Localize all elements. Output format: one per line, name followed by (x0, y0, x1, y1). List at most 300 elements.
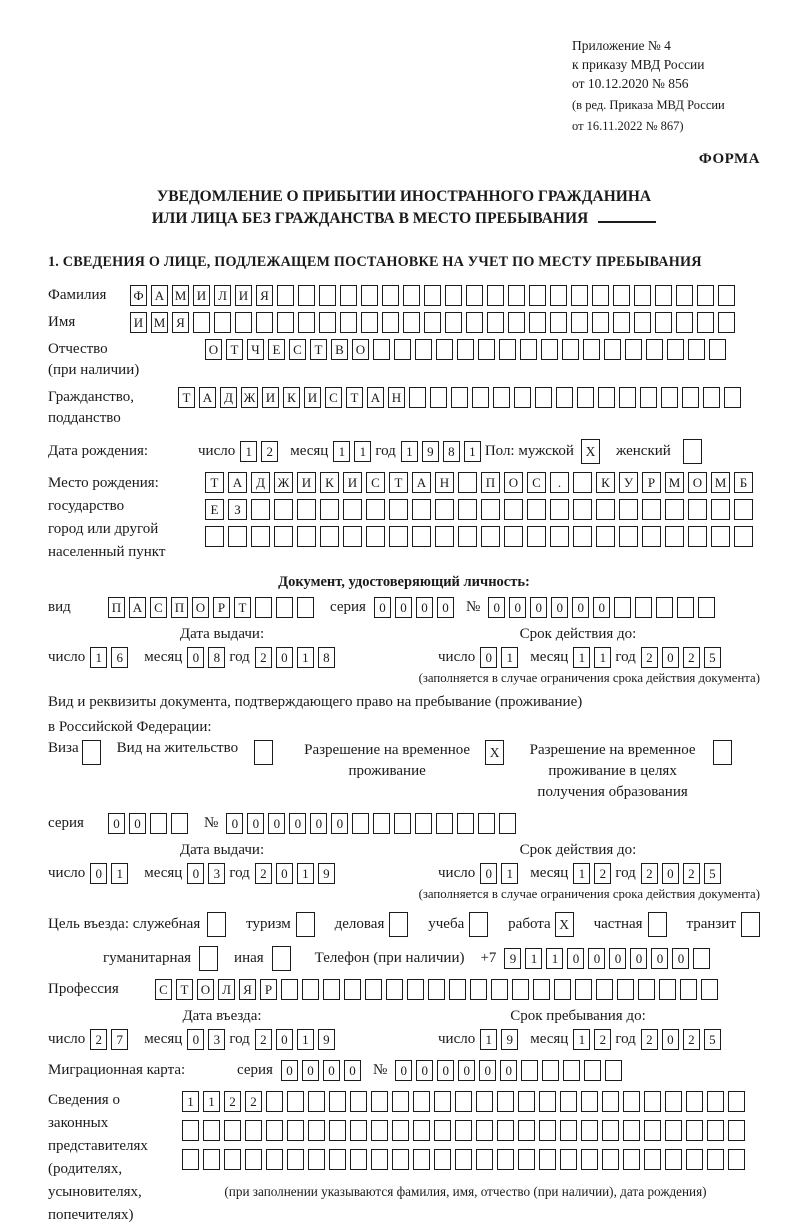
char-cell[interactable] (623, 1091, 640, 1112)
char-cell[interactable]: М (172, 285, 189, 306)
char-cell[interactable] (255, 597, 272, 618)
char-cell[interactable]: 2 (255, 647, 272, 668)
char-cell[interactable] (329, 1149, 346, 1170)
char-cell[interactable] (352, 813, 369, 834)
char-cell[interactable] (274, 499, 293, 520)
char-cell[interactable]: 8 (443, 441, 460, 462)
char-cell[interactable] (466, 285, 483, 306)
char-cell[interactable]: 0 (108, 813, 125, 834)
char-cell[interactable] (728, 1120, 745, 1141)
char-cell[interactable] (434, 1149, 451, 1170)
char-cell[interactable] (386, 979, 403, 1000)
char-cell[interactable]: 0 (480, 647, 497, 668)
char-cell[interactable] (550, 312, 567, 333)
char-cell[interactable] (308, 1120, 325, 1141)
char-cell[interactable] (436, 813, 453, 834)
char-cell[interactable] (424, 285, 441, 306)
char-cell[interactable] (665, 1120, 682, 1141)
purpose-work-checkbox[interactable]: X (555, 912, 574, 937)
char-cell[interactable] (329, 1120, 346, 1141)
char-cell[interactable] (203, 1149, 220, 1170)
char-cell[interactable] (476, 1120, 493, 1141)
char-cell[interactable] (415, 813, 432, 834)
char-cell[interactable] (251, 526, 270, 547)
char-cell[interactable] (541, 339, 558, 360)
char-cell[interactable]: 9 (501, 1029, 518, 1050)
char-cell[interactable] (343, 526, 362, 547)
char-cell[interactable] (266, 1149, 283, 1170)
char-cell[interactable]: 0 (247, 813, 264, 834)
char-cell[interactable] (382, 312, 399, 333)
char-cell[interactable]: Е (205, 499, 224, 520)
char-cell[interactable] (277, 285, 294, 306)
char-cell[interactable] (573, 526, 592, 547)
temp-permit-checkbox[interactable]: X (485, 740, 504, 765)
char-cell[interactable]: 2 (224, 1091, 241, 1112)
char-cell[interactable] (445, 285, 462, 306)
char-cell[interactable] (320, 499, 339, 520)
char-cell[interactable] (533, 979, 550, 1000)
char-cell[interactable] (266, 1091, 283, 1112)
char-cell[interactable]: А (199, 387, 216, 408)
char-cell[interactable] (529, 312, 546, 333)
char-cell[interactable] (518, 1149, 535, 1170)
char-cell[interactable]: С (150, 597, 167, 618)
char-cell[interactable] (430, 387, 447, 408)
char-cell[interactable]: 1 (111, 863, 128, 884)
char-cell[interactable] (686, 1149, 703, 1170)
char-cell[interactable] (277, 312, 294, 333)
char-cell[interactable]: 2 (641, 647, 658, 668)
char-cell[interactable]: 0 (572, 597, 589, 618)
char-cell[interactable] (623, 1120, 640, 1141)
char-cell[interactable] (182, 1120, 199, 1141)
char-cell[interactable] (428, 979, 445, 1000)
char-cell[interactable] (711, 499, 730, 520)
char-cell[interactable] (298, 285, 315, 306)
char-cell[interactable] (529, 285, 546, 306)
char-cell[interactable] (350, 1091, 367, 1112)
char-cell[interactable]: 0 (187, 647, 204, 668)
char-cell[interactable]: 0 (437, 597, 454, 618)
char-cell[interactable] (235, 312, 252, 333)
char-cell[interactable]: Т (310, 339, 327, 360)
char-cell[interactable]: 1 (464, 441, 481, 462)
char-cell[interactable]: 0 (268, 813, 285, 834)
char-cell[interactable] (344, 979, 361, 1000)
char-cell[interactable] (298, 312, 315, 333)
char-cell[interactable]: 0 (530, 597, 547, 618)
char-cell[interactable] (560, 1120, 577, 1141)
char-cell[interactable]: Т (389, 472, 408, 493)
char-cell[interactable] (457, 813, 474, 834)
char-cell[interactable] (371, 1091, 388, 1112)
char-cell[interactable] (412, 526, 431, 547)
char-cell[interactable] (392, 1120, 409, 1141)
char-cell[interactable] (642, 526, 661, 547)
char-cell[interactable]: 2 (641, 863, 658, 884)
char-cell[interactable] (413, 1091, 430, 1112)
purpose-official-checkbox[interactable] (207, 912, 226, 937)
char-cell[interactable]: М (711, 472, 730, 493)
char-cell[interactable]: 1 (182, 1091, 199, 1112)
char-cell[interactable] (455, 1091, 472, 1112)
char-cell[interactable] (458, 472, 477, 493)
char-cell[interactable]: 0 (488, 597, 505, 618)
char-cell[interactable]: Т (226, 339, 243, 360)
char-cell[interactable]: П (171, 597, 188, 618)
char-cell[interactable] (455, 1120, 472, 1141)
char-cell[interactable]: 2 (261, 441, 278, 462)
char-cell[interactable] (602, 1091, 619, 1112)
char-cell[interactable] (297, 499, 316, 520)
char-cell[interactable] (581, 1091, 598, 1112)
char-cell[interactable]: Ч (247, 339, 264, 360)
char-cell[interactable]: К (596, 472, 615, 493)
char-cell[interactable] (319, 312, 336, 333)
char-cell[interactable] (455, 1149, 472, 1170)
char-cell[interactable]: 1 (501, 863, 518, 884)
char-cell[interactable]: С (325, 387, 342, 408)
char-cell[interactable]: 0 (129, 813, 146, 834)
char-cell[interactable] (245, 1120, 262, 1141)
char-cell[interactable]: Б (734, 472, 753, 493)
char-cell[interactable] (499, 339, 516, 360)
char-cell[interactable] (659, 979, 676, 1000)
char-cell[interactable] (527, 526, 546, 547)
char-cell[interactable]: 0 (480, 863, 497, 884)
char-cell[interactable]: 0 (331, 813, 348, 834)
char-cell[interactable] (644, 1149, 661, 1170)
char-cell[interactable]: Д (251, 472, 270, 493)
char-cell[interactable]: И (130, 312, 147, 333)
char-cell[interactable]: С (527, 472, 546, 493)
char-cell[interactable] (655, 312, 672, 333)
char-cell[interactable] (638, 979, 655, 1000)
char-cell[interactable] (320, 526, 339, 547)
char-cell[interactable]: 0 (593, 597, 610, 618)
char-cell[interactable]: Ж (241, 387, 258, 408)
char-cell[interactable] (535, 387, 552, 408)
char-cell[interactable] (518, 1091, 535, 1112)
char-cell[interactable]: Е (268, 339, 285, 360)
char-cell[interactable]: 6 (111, 647, 128, 668)
char-cell[interactable]: 0 (458, 1060, 475, 1081)
char-cell[interactable] (256, 312, 273, 333)
char-cell[interactable]: 0 (276, 647, 293, 668)
char-cell[interactable]: Д (220, 387, 237, 408)
char-cell[interactable] (665, 499, 684, 520)
char-cell[interactable] (394, 813, 411, 834)
char-cell[interactable] (581, 1149, 598, 1170)
char-cell[interactable] (571, 285, 588, 306)
char-cell[interactable] (697, 312, 714, 333)
char-cell[interactable] (504, 526, 523, 547)
char-cell[interactable] (583, 339, 600, 360)
char-cell[interactable]: И (343, 472, 362, 493)
purpose-private-checkbox[interactable] (648, 912, 667, 937)
char-cell[interactable]: 0 (310, 813, 327, 834)
char-cell[interactable] (319, 285, 336, 306)
char-cell[interactable] (625, 339, 642, 360)
char-cell[interactable]: 1 (297, 863, 314, 884)
char-cell[interactable]: 0 (662, 1029, 679, 1050)
char-cell[interactable] (634, 285, 651, 306)
purpose-transit-checkbox[interactable] (741, 912, 760, 937)
char-cell[interactable] (718, 312, 735, 333)
char-cell[interactable] (478, 813, 495, 834)
char-cell[interactable]: 1 (297, 647, 314, 668)
char-cell[interactable] (297, 526, 316, 547)
char-cell[interactable]: 7 (111, 1029, 128, 1050)
char-cell[interactable] (680, 979, 697, 1000)
char-cell[interactable] (491, 979, 508, 1000)
char-cell[interactable] (697, 285, 714, 306)
char-cell[interactable] (644, 1120, 661, 1141)
char-cell[interactable]: Ж (274, 472, 293, 493)
char-cell[interactable] (224, 1149, 241, 1170)
char-cell[interactable]: З (228, 499, 247, 520)
char-cell[interactable] (619, 526, 638, 547)
char-cell[interactable] (560, 1091, 577, 1112)
char-cell[interactable] (497, 1120, 514, 1141)
char-cell[interactable] (571, 312, 588, 333)
char-cell[interactable] (487, 312, 504, 333)
char-cell[interactable] (373, 339, 390, 360)
char-cell[interactable] (413, 1149, 430, 1170)
char-cell[interactable] (343, 499, 362, 520)
char-cell[interactable] (592, 312, 609, 333)
char-cell[interactable] (407, 979, 424, 1000)
char-cell[interactable] (302, 979, 319, 1000)
char-cell[interactable]: И (235, 285, 252, 306)
char-cell[interactable]: Н (435, 472, 454, 493)
char-cell[interactable]: 5 (704, 1029, 721, 1050)
char-cell[interactable]: Р (642, 472, 661, 493)
char-cell[interactable]: 0 (302, 1060, 319, 1081)
char-cell[interactable] (281, 979, 298, 1000)
char-cell[interactable] (297, 597, 314, 618)
char-cell[interactable]: 2 (255, 863, 272, 884)
char-cell[interactable] (350, 1149, 367, 1170)
char-cell[interactable] (554, 979, 571, 1000)
char-cell[interactable]: 0 (500, 1060, 517, 1081)
char-cell[interactable] (701, 979, 718, 1000)
char-cell[interactable] (617, 979, 634, 1000)
char-cell[interactable]: 1 (573, 1029, 590, 1050)
char-cell[interactable]: 1 (594, 647, 611, 668)
char-cell[interactable]: 0 (437, 1060, 454, 1081)
char-cell[interactable]: М (665, 472, 684, 493)
char-cell[interactable] (614, 597, 631, 618)
char-cell[interactable] (642, 499, 661, 520)
char-cell[interactable] (371, 1120, 388, 1141)
char-cell[interactable] (562, 339, 579, 360)
char-cell[interactable]: В (331, 339, 348, 360)
char-cell[interactable] (514, 387, 531, 408)
char-cell[interactable] (287, 1120, 304, 1141)
char-cell[interactable]: 0 (416, 1060, 433, 1081)
char-cell[interactable] (584, 1060, 601, 1081)
char-cell[interactable]: 0 (551, 597, 568, 618)
char-cell[interactable]: 9 (318, 1029, 335, 1050)
char-cell[interactable] (598, 387, 615, 408)
char-cell[interactable] (476, 1149, 493, 1170)
char-cell[interactable]: И (304, 387, 321, 408)
char-cell[interactable] (361, 285, 378, 306)
char-cell[interactable]: 0 (630, 948, 647, 969)
char-cell[interactable]: . (550, 472, 569, 493)
char-cell[interactable] (403, 312, 420, 333)
char-cell[interactable] (308, 1091, 325, 1112)
char-cell[interactable]: Я (256, 285, 273, 306)
char-cell[interactable] (497, 1149, 514, 1170)
char-cell[interactable]: 5 (704, 863, 721, 884)
char-cell[interactable]: 3 (208, 863, 225, 884)
char-cell[interactable]: 1 (354, 441, 371, 462)
char-cell[interactable] (457, 339, 474, 360)
char-cell[interactable]: 1 (90, 647, 107, 668)
char-cell[interactable] (527, 499, 546, 520)
char-cell[interactable]: Л (218, 979, 235, 1000)
char-cell[interactable] (560, 1149, 577, 1170)
char-cell[interactable]: О (197, 979, 214, 1000)
char-cell[interactable]: 1 (401, 441, 418, 462)
char-cell[interactable]: 0 (276, 1029, 293, 1050)
char-cell[interactable] (728, 1149, 745, 1170)
char-cell[interactable]: 0 (323, 1060, 340, 1081)
char-cell[interactable]: 0 (395, 597, 412, 618)
char-cell[interactable] (340, 312, 357, 333)
char-cell[interactable]: 1 (546, 948, 563, 969)
char-cell[interactable]: 0 (609, 948, 626, 969)
char-cell[interactable]: 0 (344, 1060, 361, 1081)
char-cell[interactable] (251, 499, 270, 520)
char-cell[interactable] (575, 979, 592, 1000)
char-cell[interactable]: 0 (276, 863, 293, 884)
char-cell[interactable] (409, 387, 426, 408)
char-cell[interactable] (470, 979, 487, 1000)
char-cell[interactable]: 1 (297, 1029, 314, 1050)
char-cell[interactable] (205, 526, 224, 547)
char-cell[interactable] (665, 526, 684, 547)
char-cell[interactable] (394, 339, 411, 360)
char-cell[interactable]: У (619, 472, 638, 493)
char-cell[interactable]: П (481, 472, 500, 493)
char-cell[interactable] (539, 1149, 556, 1170)
purpose-business-checkbox[interactable] (389, 912, 408, 937)
char-cell[interactable] (577, 387, 594, 408)
char-cell[interactable] (472, 387, 489, 408)
char-cell[interactable] (445, 312, 462, 333)
char-cell[interactable] (287, 1091, 304, 1112)
purpose-study-checkbox[interactable] (469, 912, 488, 937)
char-cell[interactable] (550, 499, 569, 520)
char-cell[interactable] (512, 979, 529, 1000)
char-cell[interactable] (518, 1120, 535, 1141)
char-cell[interactable]: Т (176, 979, 193, 1000)
char-cell[interactable]: 0 (567, 948, 584, 969)
char-cell[interactable]: Ф (130, 285, 147, 306)
char-cell[interactable] (688, 339, 705, 360)
char-cell[interactable] (214, 312, 231, 333)
char-cell[interactable] (182, 1149, 199, 1170)
char-cell[interactable] (619, 387, 636, 408)
char-cell[interactable]: 0 (662, 647, 679, 668)
char-cell[interactable]: А (367, 387, 384, 408)
char-cell[interactable]: С (155, 979, 172, 1000)
char-cell[interactable]: Т (346, 387, 363, 408)
char-cell[interactable] (728, 1091, 745, 1112)
char-cell[interactable]: О (192, 597, 209, 618)
char-cell[interactable] (667, 339, 684, 360)
char-cell[interactable] (613, 312, 630, 333)
char-cell[interactable]: 1 (501, 647, 518, 668)
char-cell[interactable] (581, 1120, 598, 1141)
char-cell[interactable] (389, 526, 408, 547)
char-cell[interactable] (436, 339, 453, 360)
char-cell[interactable]: О (688, 472, 707, 493)
char-cell[interactable] (686, 1091, 703, 1112)
char-cell[interactable] (193, 312, 210, 333)
char-cell[interactable] (602, 1120, 619, 1141)
char-cell[interactable] (350, 1120, 367, 1141)
char-cell[interactable] (602, 1149, 619, 1170)
char-cell[interactable] (389, 499, 408, 520)
residence-permit-checkbox[interactable] (254, 740, 273, 765)
char-cell[interactable]: 1 (525, 948, 542, 969)
char-cell[interactable] (550, 526, 569, 547)
char-cell[interactable] (435, 499, 454, 520)
char-cell[interactable]: 8 (318, 647, 335, 668)
char-cell[interactable] (366, 526, 385, 547)
char-cell[interactable] (676, 312, 693, 333)
char-cell[interactable]: 9 (422, 441, 439, 462)
char-cell[interactable]: 3 (208, 1029, 225, 1050)
char-cell[interactable] (655, 285, 672, 306)
char-cell[interactable] (703, 387, 720, 408)
char-cell[interactable]: Р (260, 979, 277, 1000)
char-cell[interactable] (508, 312, 525, 333)
char-cell[interactable]: 0 (187, 1029, 204, 1050)
char-cell[interactable] (677, 597, 694, 618)
char-cell[interactable] (605, 1060, 622, 1081)
char-cell[interactable]: 0 (416, 597, 433, 618)
char-cell[interactable]: 0 (509, 597, 526, 618)
char-cell[interactable]: 2 (90, 1029, 107, 1050)
char-cell[interactable]: Л (214, 285, 231, 306)
sex-female-checkbox[interactable] (683, 439, 702, 464)
char-cell[interactable] (682, 387, 699, 408)
char-cell[interactable] (698, 597, 715, 618)
char-cell[interactable]: 0 (281, 1060, 298, 1081)
char-cell[interactable]: 0 (90, 863, 107, 884)
char-cell[interactable] (392, 1091, 409, 1112)
char-cell[interactable]: 0 (479, 1060, 496, 1081)
char-cell[interactable] (604, 339, 621, 360)
char-cell[interactable] (487, 285, 504, 306)
purpose-other-checkbox[interactable] (272, 946, 291, 971)
char-cell[interactable] (539, 1091, 556, 1112)
char-cell[interactable]: 0 (289, 813, 306, 834)
char-cell[interactable]: А (151, 285, 168, 306)
char-cell[interactable] (499, 813, 516, 834)
char-cell[interactable]: И (262, 387, 279, 408)
char-cell[interactable] (366, 499, 385, 520)
char-cell[interactable]: С (366, 472, 385, 493)
char-cell[interactable]: 0 (395, 1060, 412, 1081)
char-cell[interactable] (451, 387, 468, 408)
